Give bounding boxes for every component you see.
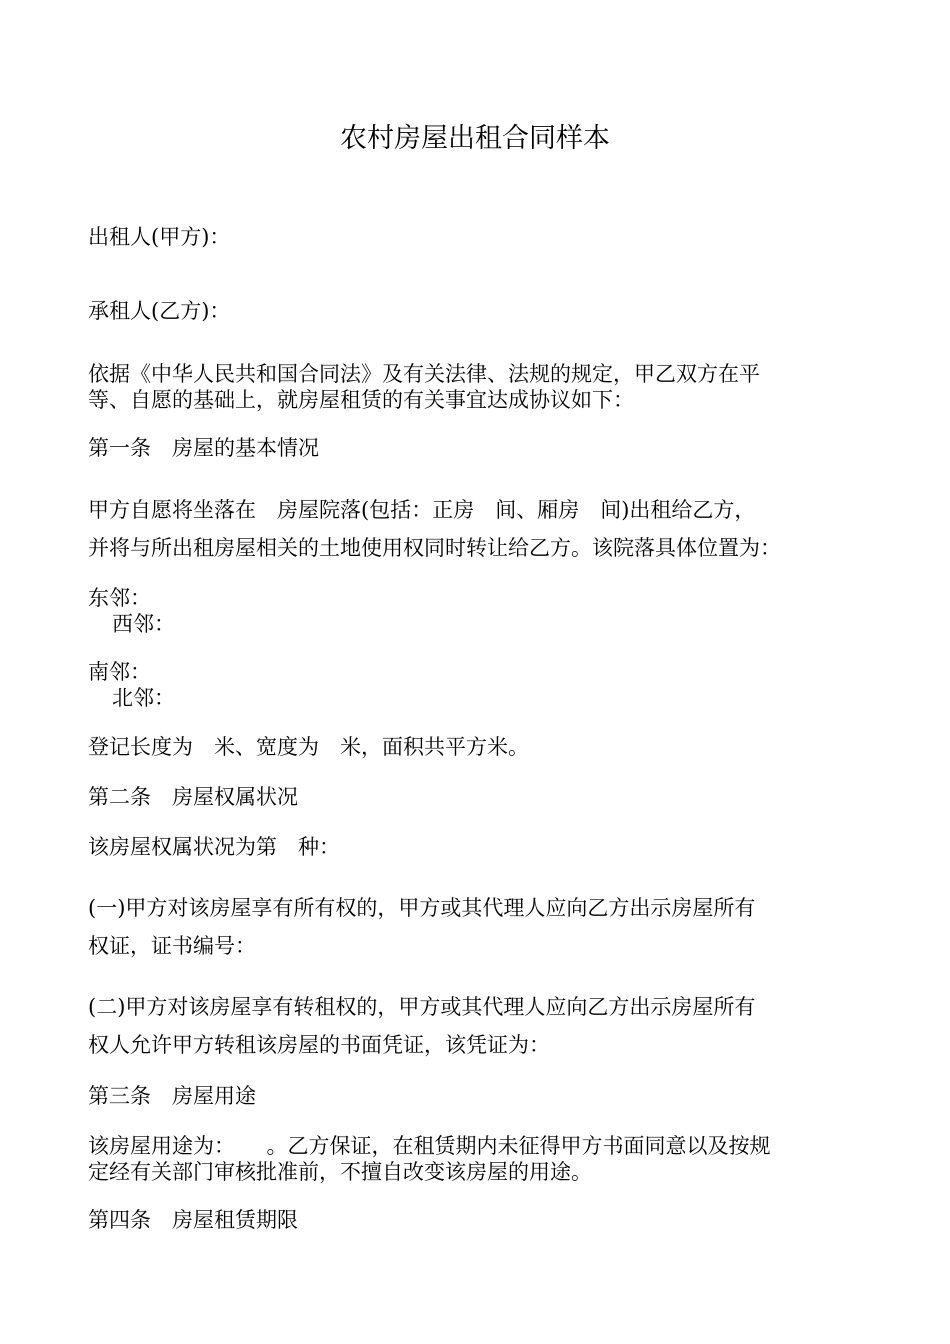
east-neighbor: 东邻： (88, 586, 151, 610)
article-2-item-1 (88, 889, 864, 965)
document-title: 农村房屋出租合同样本 (340, 123, 610, 154)
west-neighbor: 西邻： (112, 612, 175, 636)
article-4-heading: 第四条 房屋租赁期限 (88, 1208, 298, 1232)
article-1-paragraph (88, 491, 864, 567)
north-neighbor: 北邻： (112, 686, 175, 710)
article-2-intro: 该房屋权属状况为第 种： (88, 835, 340, 859)
article-1-line-1: 甲方自愿将坐落在 房屋院落(包括：正房 间、厢房 间)出租给乙方， (88, 498, 756, 522)
article-3-line-1: 该房屋用途为： 。乙方保证，在租赁期内未征得甲方书面同意以及按规 (88, 1134, 771, 1158)
article-3-paragraph (88, 1133, 864, 1185)
article-2-item-1-line-2: 权证，证书编号： (88, 934, 256, 958)
lessee-line: 承租人(乙方)： (88, 299, 231, 323)
article-3-line-2: 定经有关部门审核批准前，不擅自改变该房屋的用途。 (88, 1160, 592, 1184)
article-3-heading: 第三条 房屋用途 (88, 1084, 256, 1108)
article-2-heading: 第二条 房屋权属状况 (88, 785, 298, 809)
article-1-heading: 第一条 房屋的基本情况 (88, 436, 319, 460)
neighbors-south-north (88, 659, 864, 711)
article-2-item-2-line-2: 权人允许甲方转租该房屋的书面凭证，该凭证为： (88, 1033, 550, 1057)
intro-line-2: 等、自愿的基础上，就房屋租赁的有关事宜达成协议如下： (88, 388, 634, 412)
intro-paragraph (88, 361, 864, 413)
lessor-line: 出租人(甲方)： (88, 225, 231, 249)
neighbors-east-west (88, 585, 864, 637)
south-neighbor: 南邻： (88, 660, 151, 684)
area-line: 登记长度为 米、宽度为 米，面积共平方米。 (88, 735, 529, 759)
intro-line-1: 依据《中华人民共和国合同法》及有关法律、法规的规定，甲乙双方在平 (88, 362, 760, 386)
article-2-item-1-line-1: (一)甲方对该房屋享有所有权的，甲方或其代理人应向乙方出示房屋所有 (88, 896, 756, 920)
article-2-item-2 (88, 988, 864, 1064)
article-1-line-2: 并将与所出租房屋相关的土地使用权同时转让给乙方。该院落具体位置为： (88, 536, 781, 560)
article-2-item-2-line-1: (二)甲方对该房屋享有转租权的，甲方或其代理人应向乙方出示房屋所有 (88, 995, 756, 1019)
